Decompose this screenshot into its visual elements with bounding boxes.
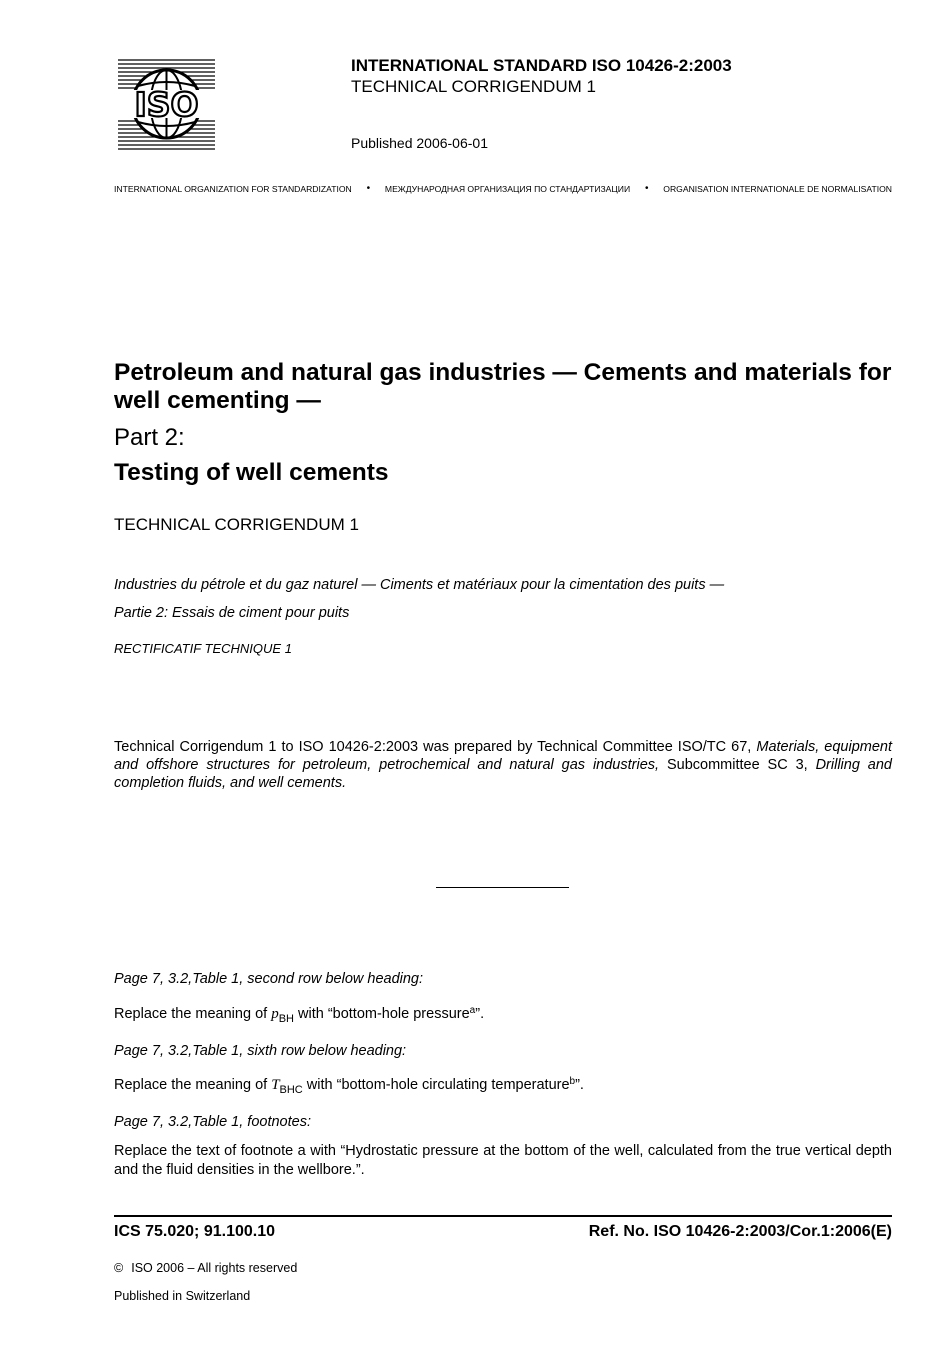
french-title: Industries du pétrole et du gaz naturel — Ciments et matériaux pour la cimentation des puits —	[114, 577, 725, 593]
foreword-paragraph	[114, 738, 892, 792]
correction-text	[114, 1001, 484, 1029]
correction-location: Page 7, 3.2,Table 1, sixth row below heading:	[114, 1043, 407, 1059]
symbol-subscript: BHC	[279, 1084, 303, 1096]
correction-end: ”.	[575, 1077, 584, 1093]
subcommittee-title: Drilling and completion fluids, and well cements.	[114, 757, 892, 791]
org-name-fr: ORGANISATION INTERNATIONALE DE NORMALISATION	[663, 183, 892, 194]
organization-line	[114, 183, 892, 194]
published-in: Published in Switzerland	[114, 1289, 251, 1303]
bullet-separator: •	[366, 183, 371, 194]
ics-code: ICS 75.020; 91.100.10	[114, 1223, 276, 1240]
correction-with: with “bottom-hole circulating temperature	[306, 1077, 570, 1093]
correction-text: Replace the text of footnote a with “Hydrostatic pressure at the bottom of the well, calculated from the true vertical depth and the fluid densities in the wellbore.”.	[114, 1143, 892, 1178]
org-name-en: INTERNATIONAL ORGANIZATION FOR STANDARDIZATION	[114, 183, 352, 194]
correction-location: Page 7, 3.2,Table 1, footnotes:	[114, 1114, 311, 1130]
org-name-ru: МЕЖДУНАРОДНАЯ ОРГАНИЗАЦИЯ ПО СТАНДАРТИЗАЦИИ	[384, 183, 631, 194]
iso-logo-text: ISO	[134, 85, 199, 124]
iso-logo	[118, 58, 215, 151]
correction-pre: Replace the meaning of	[114, 1077, 268, 1093]
french-part-title: Partie 2: Essais de ciment pour puits	[114, 605, 350, 621]
correction-pre: Replace the meaning of	[114, 1006, 268, 1022]
part-title: Testing of well cements	[114, 459, 389, 486]
separator-line	[436, 887, 569, 888]
subcommittee-lead: Subcommittee SC 3,	[666, 757, 808, 773]
correction-end: ”.	[475, 1006, 485, 1022]
copyright-icon: ©	[114, 1261, 124, 1275]
footnote-ref: a	[469, 1005, 476, 1016]
document-title: Petroleum and natural gas industries — Cements and materials for well cementing —	[114, 359, 892, 414]
french-corrigendum: RECTIFICATIF TECHNIQUE 1	[114, 641, 292, 656]
symbol-p: p	[271, 1006, 279, 1022]
correction-text	[114, 1072, 584, 1100]
copyright	[114, 1261, 297, 1275]
committee-title: Materials, equipment and offshore structures for petroleum, petrochemical and natural gas industries,	[114, 739, 892, 773]
title-corrigendum: TECHNICAL CORRIGENDUM 1	[114, 515, 359, 534]
copyright-text: ISO 2006 – All rights reserved	[131, 1261, 298, 1275]
symbol-subscript: BH	[278, 1013, 294, 1025]
standard-number: INTERNATIONAL STANDARD ISO 10426-2:2003	[351, 56, 732, 75]
part-number: Part 2:	[114, 424, 185, 451]
correction-location: Page 7, 3.2,Table 1, second row below heading:	[114, 971, 424, 987]
bullet-separator: •	[644, 183, 649, 194]
correction-with: with “bottom-hole pressure	[298, 1006, 470, 1022]
footnote-ref: b	[569, 1076, 576, 1087]
footer-rule	[114, 1215, 892, 1217]
foreword-lead: Technical Corrigendum 1 to ISO 10426-2:2003 was prepared by Technical Committee ISO/TC 67,	[114, 739, 752, 755]
header-corrigendum: TECHNICAL CORRIGENDUM 1	[351, 77, 596, 96]
publication-date: Published 2006-06-01	[351, 135, 488, 151]
reference-number: Ref. No. ISO 10426-2:2003/Cor.1:2006(E)	[588, 1223, 892, 1240]
symbol-t: T	[271, 1077, 280, 1093]
